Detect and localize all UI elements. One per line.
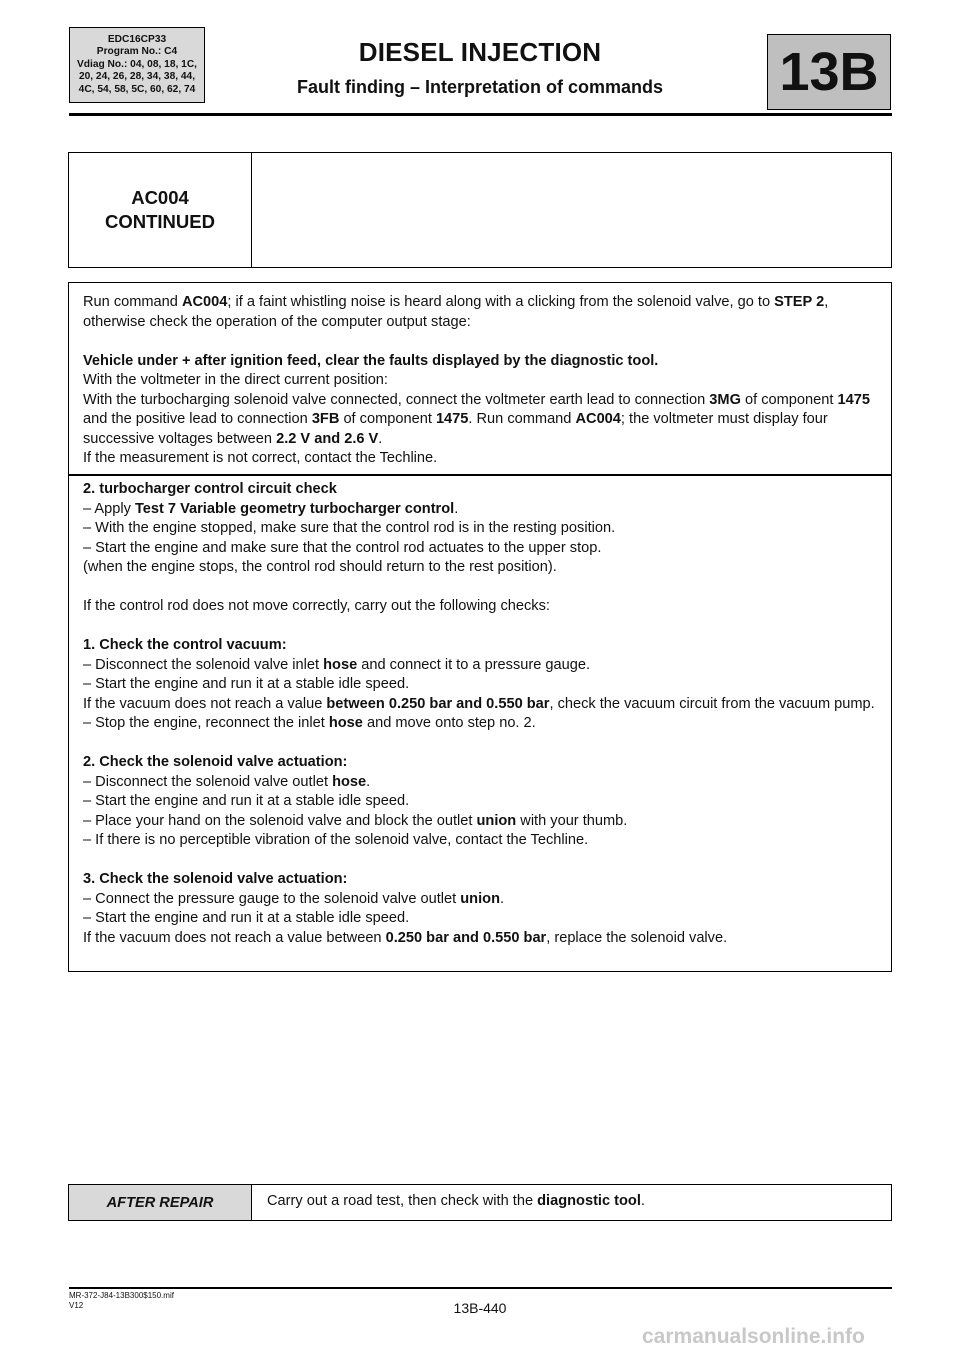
paragraph: Run command AC004; if a faint whistling noise is heard along with a clicking from the solenoid valve, go to STEP 2, otherwise check the operation of the computer output stage: — [83, 294, 829, 330]
section-badge: 13B — [767, 34, 891, 110]
command-label-cell — [69, 153, 252, 267]
procedure-part-2 — [83, 480, 879, 948]
check-heading: 3. Check the solenoid valve actuation: — [83, 871, 348, 887]
list-item: – Start the engine and run it at a stable idle speed. — [83, 910, 410, 926]
page-subtitle: Fault finding – Interpretation of commands — [296, 77, 663, 97]
ref-line: V12 — [69, 1300, 84, 1310]
footer-rule — [69, 1287, 892, 1289]
section-heading: 2. turbocharger control circuit check — [83, 481, 337, 497]
list-item: – Disconnect the solenoid valve outlet hose. — [83, 773, 371, 790]
page-title: DIESEL INJECTION — [358, 37, 602, 67]
spec-line: 20, 24, 26, 28, 34, 38, 44, — [78, 71, 196, 83]
procedure-part-1 — [83, 293, 879, 469]
check-heading: 1. Check the control vacuum: — [83, 637, 287, 653]
list-item: – Place your hand on the solenoid valve and block the outlet union with your thumb. — [83, 812, 628, 829]
list-item: – Apply Test 7 Variable geometry turbocharger control. — [83, 500, 459, 517]
spec-box — [69, 27, 205, 103]
list-item: – Start the engine and run it at a stable idle speed. — [83, 793, 410, 809]
section-divider — [69, 474, 891, 476]
ref-line: MR-372-J84-13B300$150.mif — [69, 1291, 174, 1300]
list-item: – Connect the pressure gauge to the solenoid valve outlet union. — [83, 890, 505, 907]
list-item: – Stop the engine, reconnect the inlet hose and move onto step no. 2. — [83, 715, 536, 731]
after-repair-box — [68, 1184, 892, 1221]
command-header-box — [68, 152, 892, 268]
list-item: – If there is no perceptible vibration of the solenoid valve, contact the Techline. — [83, 832, 589, 848]
spec-line: Program No.: C4 — [96, 46, 178, 58]
paragraph: Vehicle under + after ignition feed, clear the faults displayed by the diagnostic tool. — [83, 352, 659, 369]
spec-line: Vdiag No.: 04, 08, 18, 1C, — [76, 58, 198, 70]
paragraph: If the measurement is not correct, contact the Techline. — [83, 450, 438, 466]
paragraph: With the turbocharging solenoid valve connected, connect the voltmeter earth lead to connection 3MG of component 1475 and the positive lead to connection 3FB of component 1475. Run command AC004; the voltmeter must display four successive voltages between 2.2 V and 2.6 V. — [83, 391, 870, 447]
command-continued: CONTINUED — [105, 211, 215, 232]
list-item: – Disconnect the solenoid valve inlet hose and connect it to a pressure gauge. — [83, 656, 591, 673]
procedure-box — [68, 282, 892, 972]
list-item: – Start the engine and run it at a stable idle speed. — [83, 676, 410, 692]
paragraph: If the vacuum does not reach a value between 0.250 bar and 0.550 bar, check the vacuum circuit from the vacuum pump. — [83, 695, 875, 712]
header-rule — [69, 113, 892, 116]
paragraph: (when the engine stops, the control rod should return to the rest position). — [83, 559, 557, 575]
list-item: – Start the engine and make sure that the control rod actuates to the upper stop. — [83, 539, 602, 556]
check-heading: 2. Check the solenoid valve actuation: — [83, 754, 348, 770]
paragraph: If the control rod does not move correctly, carry out the following checks: — [83, 598, 550, 614]
after-repair-label: AFTER REPAIR — [69, 1185, 252, 1220]
after-repair-text: Carry out a road test, then check with the diagnostic tool. — [267, 1193, 645, 1209]
page-number: 13B-440 — [453, 1300, 507, 1316]
paragraph: If the vacuum does not reach a value between 0.250 bar and 0.550 bar, replace the solenoid valve. — [83, 929, 728, 946]
document-reference — [69, 1291, 174, 1310]
command-code: AC004 — [131, 187, 189, 208]
paragraph: With the voltmeter in the direct current position: — [83, 372, 388, 388]
watermark: carmanualsonline.info — [642, 1325, 865, 1348]
spec-line: EDC16CP33 — [107, 33, 167, 45]
list-item: – With the engine stopped, make sure that the control rod is in the resting position. — [83, 520, 616, 536]
spec-line: 4C, 54, 58, 5C, 60, 62, 74 — [78, 83, 196, 95]
